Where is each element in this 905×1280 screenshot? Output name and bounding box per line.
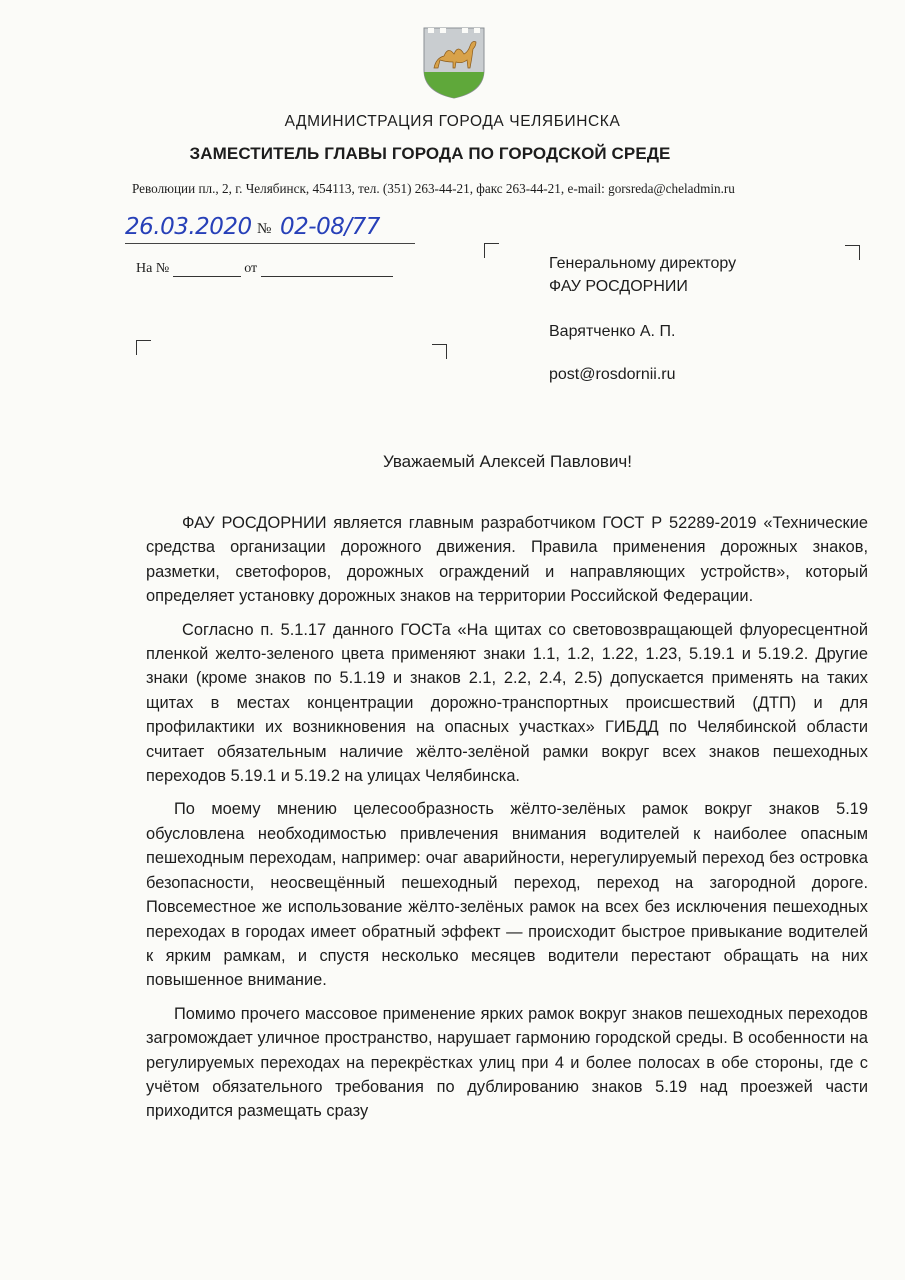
body-paragraph: Помимо прочего массовое применение ярких рамок вокруг знаков пешеходных переходов загромождает уличное пространство, нарушает гармонию городской среды. В особенности на регулируемых переходах на перекрёстках улиц при 4 и более полосах в обе стороны, где с учётом обязательного требования по дублированию знаков 5.19 над проезжей части приходится размещать сразу	[146, 1004, 868, 1121]
contact-details: Революции пл., 2, г. Челябинск, 454113, тел. (351) 263-44-21, факс 263-44-21, e-mail: gorsreda@cheladmin.ru	[132, 181, 735, 196]
reference-number-label: На №	[136, 261, 170, 276]
recipient-block	[549, 252, 736, 386]
registration-underline	[125, 243, 415, 244]
reference-date-blank	[261, 262, 393, 277]
registration-number-label: №	[257, 221, 272, 237]
registration-number: 02-08/77	[280, 214, 380, 240]
recipient-position: Генеральному директору	[549, 255, 737, 272]
body-paragraph: По моему мнению целесообразность жёлто-зелёных рамок вокруг знаков 5.19 обусловлена необходимостью привлечения внимания водителей к наиболее опасным пешеходным переходам, например: очаг аварийности, нерегулируемый переход без островка безопасности, неосвещённый пешеходный переход, переход на загородной дороге. Повсеместное же использование жёлто-зелёных рамок на всех без исключения пешеходных переходах в городах имеет обратный эффект — происходит быстрое привыкание водителей к ярким рамкам, и спустя несколько месяцев водители перестают обращать на них повышенное внимание.	[146, 800, 868, 990]
department-name: ЗАМЕСТИТЕЛЬ ГЛАВЫ ГОРОДА ПО ГОРОДСКОЙ СРЕДЕ	[189, 144, 671, 163]
body-paragraph: ФАУ РОСДОРНИИ является главным разработчиком ГОСТ Р 52289-2019 «Технические средства организации дорожного движения. Правила применения дорожных знаков, разметки, светофоров, дорожных ограждений и направляющих устройств», который определяет установку дорожных знаков на территории Российской Федерации.	[146, 514, 868, 606]
subject-corner-mark	[136, 340, 151, 355]
recipient-name: Варятченко А. П.	[549, 323, 676, 340]
letter-body	[146, 511, 868, 1133]
reference-number-blank	[173, 262, 241, 277]
registration-date: 26.03.2020	[125, 214, 252, 240]
recipient-corner-mark	[845, 245, 860, 260]
camel-emblem-icon	[418, 22, 490, 100]
coat-of-arms-emblem	[418, 22, 490, 100]
recipient-email: post@rosdornii.ru	[549, 366, 676, 383]
reference-from-label: от	[244, 261, 258, 276]
recipient-corner-mark	[484, 243, 499, 258]
recipient-organization: ФАУ РОСДОРНИИ	[549, 278, 688, 295]
organization-name: АДМИНИСТРАЦИЯ ГОРОДА ЧЕЛЯБИНСКА	[284, 113, 621, 130]
greeting: Уважаемый Алексей Павлович!	[382, 452, 633, 471]
body-paragraph: Согласно п. 5.1.17 данного ГОСТа «На щитах со световозвращающей флуоресцентной пленкой желто-зеленого цвета применяют знаки 1.1, 1.2, 1.22, 1.23, 5.19.1 и 5.19.2. Другие знаки (кроме знаков по 5.1.19 и знаков 2.1, 2.2, 2.4, 2.5) допускается применять на таких щитах в местах концентрации дорожно-транспортных происшествий (ДТП) и для профилактики их возникновения на опасных участках» ГИБДД по Челябинской области считает обязательным наличие жёлто-зелёной рамки вокруг всех знаков пешеходных переходов 5.19.1 и 5.19.2 на улицах Челябинска.	[146, 620, 868, 786]
reference-line	[136, 261, 393, 277]
subject-corner-mark	[432, 344, 447, 359]
registration-line	[125, 214, 445, 248]
